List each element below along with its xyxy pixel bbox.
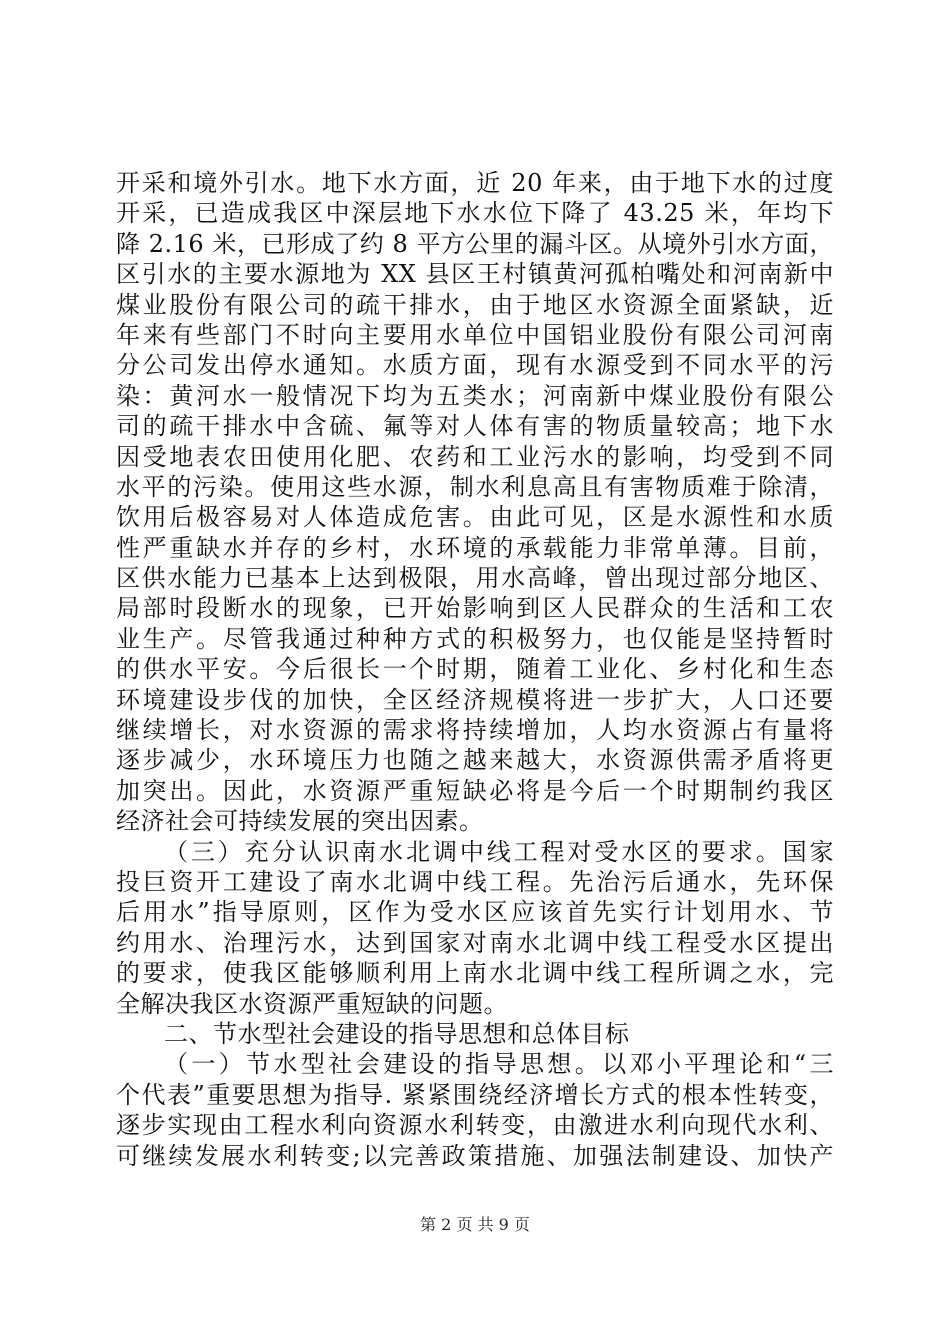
text-line: 区引水的主要水源地为 XX 县区王村镇黄河孤柏嘴处和河南新中 — [116, 260, 834, 289]
text-line: 年来有些部门不时向主要用水单位中国铝业股份有限公司河南 — [116, 320, 834, 349]
text-line: 环境建设步伐的加快，全区经济规模将进一步扩大，人口还要 — [116, 685, 834, 714]
text-line: 个代表”重要思想为指导. 紧紧围绕经济增长方式的根本性转变， — [116, 1080, 834, 1109]
text-line: 的要求，使我区能够顺利用上南水北调中线工程所调之水，完 — [116, 959, 834, 988]
text-line: 可继续发展水利转变;以完善政策措施、加强法制建设、加快产 — [116, 1141, 834, 1170]
paragraph-start-line: （三）充分认识南水北调中线工程对受水区的要求。国家 — [164, 837, 834, 866]
text-line: 全解决我区水资源严重短缺的问题。 — [116, 989, 508, 1018]
text-line: 的供水平安。今后很长一个时期，随着工业化、乡村化和生态 — [116, 655, 834, 684]
text-line: 继续增长，对水资源的需求将持续增加，人均水资源占有量将 — [116, 716, 834, 745]
text-line: 开采和境外引水。地下水方面，近 20 年来，由于地下水的过度 — [116, 169, 834, 197]
text-line: 染：黄河水一般情况下均为五类水；河南新中煤业股份有限公 — [116, 381, 834, 410]
text-line: 逐步实现由工程水利向资源水利转变，由激进水利向现代水利、 — [116, 1111, 834, 1140]
text-line: 煤业股份有限公司的疏干排水，由于地区水资源全面紧缺，近 — [116, 290, 834, 319]
section-heading: 二、节水型社会建设的指导思想和总体目标 — [164, 1019, 630, 1048]
text-line: 经济社会可持续发展的突出因素。 — [116, 807, 484, 836]
text-line: 区供水能力已基本上达到极限，用水高峰，曾出现过部分地区、 — [116, 564, 834, 593]
text-line: 逐步减少，水环境压力也随之越来越大，水资源供需矛盾将更 — [116, 746, 834, 775]
text-line: 开采，已造成我区中深层地下水水位下降了 43.25 米，年均下 — [116, 199, 834, 228]
text-line: 后用水”指导原则，区作为受水区应该首先实行计划用水、节 — [116, 898, 834, 927]
text-line: 性严重缺水并存的乡村，水环境的承载能力非常单薄。目前， — [116, 533, 834, 562]
text-line: 水平的污染。使用这些水源，制水利息高且有害物质难于除清， — [116, 472, 834, 501]
page-footer: 第 2 页 共 9 页 — [420, 1215, 530, 1234]
text-line: 因受地表农田使用化肥、农药和工业污水的影响，均受到不同 — [116, 442, 834, 471]
text-line: 分公司发出停水通知。水质方面，现有水源受到不同水平的污 — [116, 351, 834, 380]
text-line: 降 2.16 米，已形成了约 8 平方公里的漏斗区。从境外引水方面， — [116, 229, 834, 258]
text-line: 局部时段断水的现象，已开始影响到区人民群众的生活和工农 — [116, 594, 834, 623]
text-line: 投巨资开工建设了南水北调中线工程。先治污后通水，先环保 — [116, 867, 834, 896]
text-line: 司的疏干排水中含硫、氟等对人体有害的物质量较高；地下水 — [116, 412, 834, 441]
text-line: 约用水、治理污水，达到国家对南水北调中线工程受水区提出 — [116, 928, 834, 957]
text-line: 饮用后极容易对人体造成危害。由此可见，区是水源性和水质 — [116, 503, 834, 532]
text-line: 业生产。尽管我通过种种方式的积极努力，也仅能是坚持暂时 — [116, 624, 834, 653]
text-line: 加突出。因此，水资源严重短缺必将是今后一个时期制约我区 — [116, 776, 834, 805]
paragraph-start-line: （一）节水型社会建设的指导思想。以邓小平理论和“三 — [164, 1050, 834, 1079]
body-text — [116, 168, 834, 1171]
